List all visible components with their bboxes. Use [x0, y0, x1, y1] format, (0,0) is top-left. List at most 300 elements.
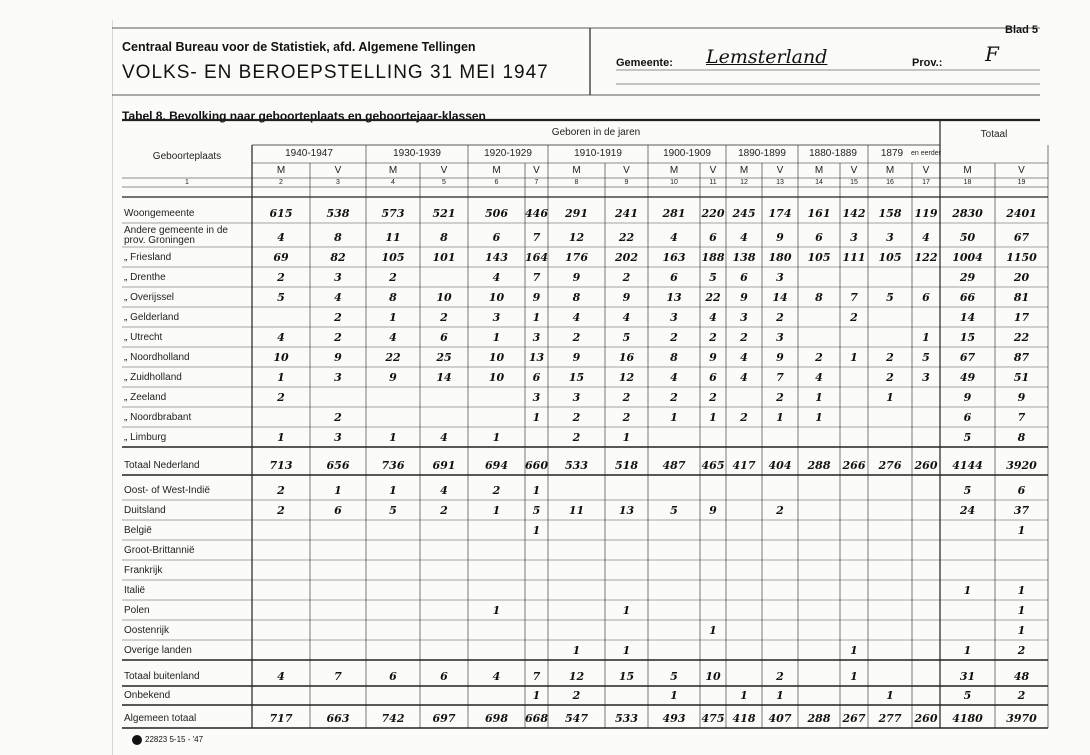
- table-cell: 5: [963, 689, 972, 702]
- table-cell: 533: [565, 459, 588, 472]
- table-cell: 1004: [952, 251, 983, 264]
- table-cell: 4: [492, 271, 501, 284]
- table-cell: 2: [740, 331, 748, 344]
- table-cell: 10: [488, 371, 505, 384]
- table-cell: 9: [1017, 391, 1026, 404]
- column-number-1: 1: [185, 179, 189, 186]
- table-cell: 15: [568, 371, 585, 384]
- table-cell: 1: [277, 431, 285, 444]
- sex-header-4: V: [440, 165, 448, 176]
- table-cell: 101: [432, 251, 456, 264]
- column-number-9: 9: [624, 179, 629, 186]
- table-cell: 1: [740, 689, 748, 702]
- sex-header-11: M: [739, 165, 749, 176]
- table-cell: 158: [878, 207, 902, 220]
- column-number-3: 3: [336, 179, 340, 186]
- table-cell: 277: [878, 712, 902, 725]
- table-cell: 6: [532, 371, 541, 384]
- table-cell: 9: [776, 351, 784, 364]
- table-cell: 2: [334, 411, 342, 424]
- province-value: F: [985, 42, 999, 66]
- sex-header-2: V: [334, 165, 342, 176]
- row-label: Andere gemeente in de prov. Groningen: [124, 225, 228, 246]
- table-cell: 267: [842, 712, 866, 725]
- column-number-11: 11: [709, 179, 717, 186]
- table-cell: 1: [532, 484, 541, 497]
- table-cell: 105: [381, 251, 405, 264]
- table-cell: 446: [525, 207, 548, 220]
- table-cell: 5: [886, 291, 894, 304]
- table-cell: 37: [1013, 504, 1030, 517]
- table-cell: 2: [277, 504, 285, 517]
- table-cell: 1: [389, 431, 397, 444]
- column-number-18: 18: [963, 179, 972, 186]
- table-cell: 17: [1013, 311, 1030, 324]
- table-cell: 9: [532, 291, 541, 304]
- column-number-14: 14: [815, 179, 823, 186]
- table-cell: 8: [440, 231, 448, 244]
- table-cell: 7: [850, 291, 858, 304]
- period-suffix: en eerder: [911, 150, 941, 157]
- table-cell: 2: [886, 371, 894, 384]
- table-cell: 742: [381, 712, 405, 725]
- table-cell: 698: [485, 712, 508, 725]
- gemeente-value: Lemsterland: [706, 46, 828, 68]
- table-cell: 6: [815, 231, 823, 244]
- row-label: „ Noordholland: [124, 352, 190, 363]
- table-cell: 15: [618, 670, 635, 683]
- row-label: België: [124, 525, 152, 536]
- table-cell: 668: [525, 712, 548, 725]
- table-cell: 407: [768, 712, 792, 725]
- table-cell: 2: [670, 391, 678, 404]
- table-cell: 663: [326, 712, 350, 725]
- column-number-19: 19: [1017, 179, 1026, 186]
- table-cell: 2: [670, 331, 678, 344]
- table-cell: 6: [334, 504, 342, 517]
- bureau-heading: Centraal Bureau voor de Statistiek, afd. Algemene Tellingen: [122, 40, 476, 54]
- table-cell: 1: [622, 604, 631, 617]
- table-cell: 9: [963, 391, 972, 404]
- table-cell: 2: [572, 689, 581, 702]
- table-cell: 288: [807, 712, 831, 725]
- column-number-6: 6: [494, 179, 499, 186]
- table-cell: 3: [532, 391, 541, 404]
- table-cell: 4: [572, 311, 581, 324]
- table-cell: 1: [850, 644, 858, 657]
- table-cell: 4: [277, 231, 285, 244]
- table-cell: 105: [807, 251, 831, 264]
- table-cell: 10: [273, 351, 289, 364]
- table-cell: 5: [670, 504, 678, 517]
- column-number-7: 7: [534, 179, 539, 186]
- table-cell: 6: [492, 231, 501, 244]
- table-cell: 8: [389, 291, 397, 304]
- table-caption: Tabel 8. Bevolking naar geboorteplaats en geboortejaar-klassen: [122, 109, 486, 123]
- table-cell: 1: [963, 644, 972, 657]
- table-cell: 3: [850, 231, 858, 244]
- table-cell: 521: [432, 207, 456, 220]
- table-cell: 2: [1017, 644, 1026, 657]
- table-cell: 276: [878, 459, 902, 472]
- table-cell: 105: [878, 251, 902, 264]
- table-cell: 67: [959, 351, 976, 364]
- table-cell: 164: [525, 251, 548, 264]
- table-cell: 1: [963, 584, 972, 597]
- table-cell: 13: [618, 504, 635, 517]
- sex-header-7: M: [572, 165, 581, 176]
- group-header-label: Geboren in de jaren: [551, 127, 641, 138]
- table-cell: 12: [618, 371, 635, 384]
- table-cell: 6: [670, 271, 678, 284]
- table-cell: 7: [532, 231, 541, 244]
- table-cell: 404: [768, 459, 792, 472]
- table-cell: 24: [959, 504, 976, 517]
- table-cell: 8: [670, 351, 678, 364]
- table-cell: 176: [565, 251, 588, 264]
- table-cell: 6: [440, 331, 448, 344]
- table-cell: 9: [622, 291, 631, 304]
- table-cell: 4: [440, 484, 448, 497]
- table-cell: 694: [485, 459, 508, 472]
- table-cell: 717: [269, 712, 293, 725]
- table-cell: 8: [1017, 431, 1026, 444]
- table-cell: 163: [662, 251, 686, 264]
- table-cell: 9: [334, 351, 342, 364]
- table-cell: 11: [568, 504, 585, 517]
- table-cell: 288: [807, 459, 831, 472]
- table-cell: 2830: [952, 207, 983, 220]
- table-cell: 2: [440, 504, 448, 517]
- table-cell: 656: [326, 459, 350, 472]
- table-cell: 12: [568, 670, 585, 683]
- table-cell: 15: [959, 331, 976, 344]
- table-cell: 4: [492, 670, 501, 683]
- table-cell: 2: [776, 311, 784, 324]
- table-cell: 266: [842, 459, 866, 472]
- table-cell: 1: [1017, 524, 1026, 537]
- table-cell: 6: [922, 291, 930, 304]
- table-cell: 22: [1013, 331, 1030, 344]
- table-cell: 7: [1017, 411, 1026, 424]
- table-cell: 31: [959, 670, 976, 683]
- sex-header-3: M: [388, 165, 398, 176]
- table-cell: 2: [334, 331, 342, 344]
- row-header-label: Geboorteplaats: [152, 151, 222, 162]
- table-cell: 1: [532, 411, 541, 424]
- table-cell: 1: [492, 504, 501, 517]
- table-cell: 3: [886, 231, 894, 244]
- table-cell: 615: [269, 207, 293, 220]
- total-header-label: Totaal: [980, 129, 1008, 140]
- table-cell: 3: [776, 271, 784, 284]
- column-number-15: 15: [850, 179, 858, 186]
- table-cell: 67: [1013, 231, 1030, 244]
- table-cell: 2: [389, 271, 397, 284]
- table-cell: 180: [768, 251, 792, 264]
- sex-header-17: M: [963, 165, 972, 176]
- column-number-13: 13: [776, 179, 784, 186]
- table-cell: 8: [815, 291, 823, 304]
- table-cell: 4: [670, 231, 678, 244]
- table-cell: 1: [709, 624, 717, 637]
- table-cell: 2: [1017, 689, 1026, 702]
- table-cell: 3920: [1006, 459, 1037, 472]
- table-cell: 538: [326, 207, 350, 220]
- table-cell: 122: [914, 251, 938, 264]
- row-label: „ Limburg: [124, 432, 167, 443]
- table-cell: 1: [532, 689, 541, 702]
- table-cell: 1: [1017, 584, 1026, 597]
- row-label: Oostenrijk: [124, 625, 170, 636]
- sex-header-15: M: [885, 165, 895, 176]
- table-cell: 1: [815, 391, 823, 404]
- table-cell: 2: [572, 411, 581, 424]
- table-cell: 547: [565, 712, 588, 725]
- table-cell: 2: [709, 391, 717, 404]
- row-label: „ Drenthe: [124, 272, 166, 283]
- period-header-1: 1940-1947: [285, 148, 333, 159]
- table-cell: 4: [740, 231, 748, 244]
- table-cell: 4: [709, 311, 717, 324]
- table-cell: 2: [572, 331, 581, 344]
- column-number-2: 2: [279, 179, 283, 186]
- table-cell: 2401: [1006, 207, 1037, 220]
- table-cell: 1: [532, 524, 541, 537]
- sex-header-18: V: [1018, 165, 1025, 176]
- sex-header-8: V: [623, 165, 630, 176]
- column-number-8: 8: [574, 179, 579, 186]
- table-cell: 1: [776, 411, 784, 424]
- table-cell: 4: [277, 331, 285, 344]
- table-cell: 493: [662, 712, 686, 725]
- table-cell: 1: [532, 311, 541, 324]
- table-cell: 143: [485, 251, 508, 264]
- table-cell: 10: [488, 351, 505, 364]
- table-cell: 3: [922, 371, 930, 384]
- table-cell: 9: [389, 371, 397, 384]
- sex-header-16: V: [922, 165, 930, 176]
- table-cell: 2: [740, 411, 748, 424]
- row-label: „ Gelderland: [124, 312, 180, 323]
- table-cell: 418: [732, 712, 756, 725]
- table-cell: 4: [670, 371, 678, 384]
- table-cell: 533: [615, 712, 638, 725]
- table-cell: 2: [492, 484, 501, 497]
- table-cell: 14: [436, 371, 452, 384]
- table-cell: 20: [1013, 271, 1030, 284]
- table-cell: 5: [532, 504, 541, 517]
- table-cell: 1: [709, 411, 717, 424]
- table-cell: 487: [662, 459, 686, 472]
- table-cell: 241: [615, 207, 638, 220]
- table-cell: 7: [532, 670, 541, 683]
- column-number-10: 10: [670, 179, 678, 186]
- table-cell: 6: [1017, 484, 1026, 497]
- row-label: Totaal Nederland: [124, 460, 200, 471]
- table-cell: 50: [959, 231, 976, 244]
- table-cell: 3: [740, 311, 748, 324]
- table-cell: 174: [768, 207, 792, 220]
- period-header-2: 1930-1939: [393, 148, 441, 159]
- table-cell: 5: [922, 351, 930, 364]
- table-cell: 66: [959, 291, 976, 304]
- table-cell: 49: [959, 371, 976, 384]
- table-cell: 51: [1013, 371, 1030, 384]
- table-cell: 220: [701, 207, 725, 220]
- row-label: Totaal buitenland: [124, 671, 200, 682]
- table-cell: 1: [389, 484, 397, 497]
- table-cell: 13: [528, 351, 545, 364]
- table-cell: 1: [886, 689, 894, 702]
- sex-header-14: V: [850, 165, 858, 176]
- table-cell: 1: [277, 371, 285, 384]
- table-cell: 697: [432, 712, 456, 725]
- table-cell: 691: [432, 459, 456, 472]
- table-cell: 3: [776, 331, 784, 344]
- table-cell: 29: [959, 271, 976, 284]
- table-cell: 6: [709, 231, 717, 244]
- table-cell: 9: [572, 351, 581, 364]
- table-cell: 1: [1017, 604, 1026, 617]
- row-label: „ Zeeland: [124, 392, 167, 403]
- column-number-5: 5: [442, 179, 446, 186]
- sex-header-10: V: [709, 165, 717, 176]
- table-cell: 1: [492, 331, 501, 344]
- table-cell: 81: [1013, 291, 1030, 304]
- period-header-4: 1910-1919: [574, 148, 622, 159]
- table-cell: 14: [772, 291, 788, 304]
- gemeente-label: Gemeente:: [616, 57, 673, 69]
- table-cell: 713: [269, 459, 293, 472]
- table-cell: 3: [492, 311, 501, 324]
- table-cell: 4: [622, 311, 631, 324]
- table-cell: 1: [850, 670, 858, 683]
- table-cell: 10: [436, 291, 452, 304]
- table-cell: 2: [277, 271, 285, 284]
- printer-stamp-icon: [132, 735, 142, 745]
- print-code-text: 22823 5-15 - '47: [145, 735, 204, 745]
- column-number-12: 12: [740, 179, 748, 186]
- table-cell: 22: [618, 231, 635, 244]
- column-number-4: 4: [391, 179, 395, 186]
- table-cell: 12: [568, 231, 585, 244]
- period-header-8: 1879: [880, 148, 904, 159]
- sex-header-6: V: [533, 165, 540, 176]
- table-cell: 9: [740, 291, 748, 304]
- table-cell: 260: [914, 459, 938, 472]
- column-number-16: 16: [886, 179, 894, 186]
- table-cell: 3: [334, 431, 342, 444]
- table-cell: 48: [1013, 670, 1030, 683]
- table-cell: 6: [963, 411, 972, 424]
- sex-header-5: M: [492, 165, 501, 176]
- table-cell: 138: [732, 251, 756, 264]
- table-cell: 22: [705, 291, 721, 304]
- table-cell: 1: [922, 331, 930, 344]
- table-cell: 5: [389, 504, 397, 517]
- table-cell: 260: [914, 712, 938, 725]
- table-cell: 1: [670, 689, 678, 702]
- table-cell: 8: [572, 291, 581, 304]
- table-cell: 4180: [952, 712, 983, 725]
- table-cell: 9: [709, 504, 717, 517]
- row-label: Frankrijk: [124, 565, 163, 576]
- table-cell: 25: [436, 351, 452, 364]
- table-cell: 506: [485, 207, 508, 220]
- table-cell: 6: [709, 371, 717, 384]
- table-cell: 9: [776, 231, 784, 244]
- table-cell: 14: [959, 311, 976, 324]
- table-cell: 2: [622, 411, 631, 424]
- table-cell: 11: [385, 231, 401, 244]
- table-cell: 465: [701, 459, 725, 472]
- table-cell: 1: [776, 689, 784, 702]
- period-header-3: 1920-1929: [484, 148, 532, 159]
- sex-header-13: M: [814, 165, 824, 176]
- table-cell: 7: [776, 371, 784, 384]
- table-cell: 13: [666, 291, 682, 304]
- period-header-5: 1900-1909: [663, 148, 711, 159]
- province-label: Prov.:: [912, 57, 943, 69]
- row-label: Woongemeente: [124, 208, 195, 219]
- table-cell: 5: [622, 331, 631, 344]
- table-cell: 69: [273, 251, 289, 264]
- table-cell: 4: [740, 351, 748, 364]
- table-cell: 573: [381, 207, 405, 220]
- table-cell: 4: [334, 291, 342, 304]
- table-cell: 119: [914, 207, 938, 220]
- table-cell: 1: [492, 431, 501, 444]
- table-cell: 1: [389, 311, 397, 324]
- table-cell: 4: [440, 431, 448, 444]
- table-cell: 142: [842, 207, 866, 220]
- period-header-7: 1880-1889: [809, 148, 857, 159]
- row-label: Duitsland: [124, 505, 166, 516]
- table-cell: 3: [572, 391, 581, 404]
- table-cell: 87: [1013, 351, 1030, 364]
- table-cell: 5: [277, 291, 285, 304]
- row-label: „ Zuidholland: [124, 372, 182, 383]
- table-cell: 1: [622, 644, 631, 657]
- row-label: Oost- of West-Indië: [124, 485, 210, 496]
- table-cell: 7: [334, 670, 342, 683]
- table-cell: 1: [1017, 624, 1026, 637]
- table-cell: 10: [705, 670, 721, 683]
- table-cell: 9: [709, 351, 717, 364]
- table-cell: 6: [440, 670, 448, 683]
- table-cell: 2: [709, 331, 717, 344]
- row-label: „ Noordbrabant: [124, 412, 192, 423]
- print-code: [132, 735, 203, 745]
- table-cell: 6: [740, 271, 748, 284]
- table-cell: 4: [740, 371, 748, 384]
- table-cell: 1: [850, 351, 858, 364]
- table-cell: 4: [922, 231, 930, 244]
- table-cell: 111: [842, 251, 866, 264]
- row-label: Onbekend: [124, 690, 171, 701]
- table-cell: 518: [615, 459, 638, 472]
- form-title: VOLKS- EN BEROEPSTELLING 31 MEI 1947: [122, 62, 549, 83]
- table-cell: 475: [701, 712, 725, 725]
- row-label: „ Utrecht: [124, 332, 163, 343]
- table-cell: 4144: [952, 459, 983, 472]
- table-cell: 16: [618, 351, 635, 364]
- table-cell: 22: [385, 351, 401, 364]
- row-label: „ Friesland: [124, 252, 172, 263]
- table-cell: 2: [334, 311, 342, 324]
- table-cell: 82: [330, 251, 346, 264]
